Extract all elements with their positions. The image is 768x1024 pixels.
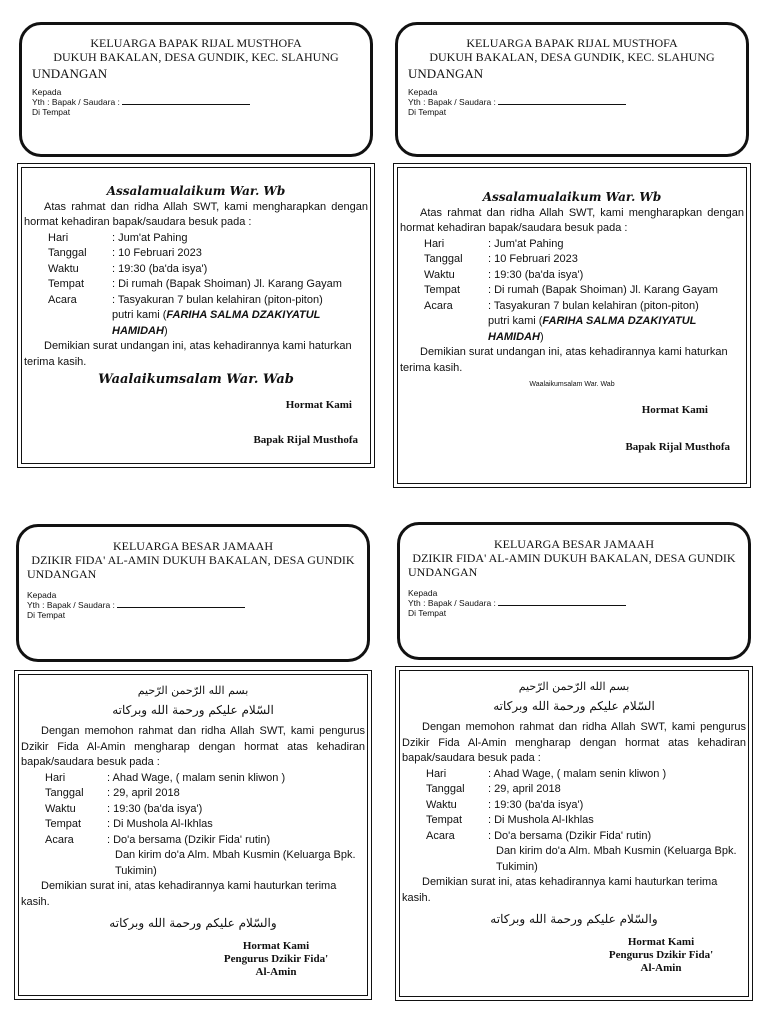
detail-value: : 19:30 (ba'da isya') bbox=[488, 798, 584, 811]
detail-value: : 19:30 (ba'da isya') bbox=[488, 268, 584, 281]
card3-acara-cont: Dan kirim do'a Alm. Mbah Kusmin (Keluarga Bpk. Tukimin) bbox=[115, 849, 356, 877]
detail-value: : Ahad Wage, ( malam senin kliwon ) bbox=[488, 767, 667, 780]
detail-value: : Di rumah (Bapak Shoiman) Jl. Karang Gayam bbox=[488, 284, 718, 296]
card1-ditempat: Di Tempat bbox=[32, 107, 71, 117]
detail-value: : 29, april 2018 bbox=[107, 787, 180, 799]
card2-header bbox=[395, 22, 749, 157]
detail-row bbox=[21, 786, 365, 802]
card2-details bbox=[400, 237, 744, 315]
detail-row bbox=[402, 767, 746, 783]
detail-key: Tanggal bbox=[424, 253, 463, 265]
detail-key: Tanggal bbox=[48, 247, 87, 259]
card2-address: DUKUH BAKALAN, DESA GUNDIK, KEC. SLAHUNG bbox=[429, 50, 715, 64]
card3-kepada: Kepada bbox=[27, 590, 57, 600]
card4-yth: Yth : Bapak / Saudara : bbox=[408, 598, 740, 608]
card2-yth: Yth : Bapak / Saudara : bbox=[408, 97, 736, 107]
detail-key: Waktu bbox=[48, 262, 79, 275]
detail-key: Waktu bbox=[424, 268, 455, 281]
detail-row bbox=[400, 252, 744, 268]
detail-row bbox=[24, 277, 368, 293]
card3-closing: Demikian surat ini, atas kehadirannya kami hauturkan terima kasih. bbox=[21, 880, 337, 908]
detail-key: Acara bbox=[48, 293, 77, 306]
card4-family-name: KELUARGA BESAR JAMAAH bbox=[493, 537, 654, 551]
card2-intro: Atas rahmat dan ridha Allah SWT, kami mengharapkan dengan hormat kehadiran bapak/saudara besuk pada : bbox=[400, 206, 744, 234]
card1-greeting: Assalamualaikum War. Wb bbox=[106, 184, 286, 198]
detail-value: : Do'a bersama (Dzikir Fida' rutin) bbox=[107, 833, 271, 846]
detail-row bbox=[402, 829, 746, 845]
detail-row bbox=[400, 283, 744, 299]
card3-address: DZIKIR FIDA' AL-AMIN DUKUH BAKALAN, DESA GUNDIK bbox=[31, 553, 355, 567]
detail-key: Hari bbox=[48, 231, 69, 244]
card3-salam-end: والسّلام عليكم ورحمة الله وبركاته bbox=[109, 916, 277, 930]
card3-body bbox=[14, 670, 372, 1000]
detail-row bbox=[21, 802, 365, 818]
card3-yth: Yth : Bapak / Saudara : bbox=[27, 600, 359, 610]
card4-signer2: Al-Amin bbox=[640, 961, 682, 974]
detail-key: Acara bbox=[424, 299, 453, 312]
card2-ditempat: Di Tempat bbox=[408, 107, 447, 117]
detail-row bbox=[24, 293, 368, 309]
detail-row bbox=[402, 782, 746, 798]
detail-key: Acara bbox=[45, 833, 74, 846]
detail-key: Tempat bbox=[45, 818, 82, 830]
card3-ditempat: Di Tempat bbox=[27, 610, 66, 620]
detail-key: Waktu bbox=[45, 802, 76, 815]
card1-header bbox=[19, 22, 373, 157]
detail-value: : Tasyakuran 7 bulan kelahiran (piton-piton) bbox=[112, 293, 323, 306]
detail-row bbox=[24, 231, 368, 247]
card3-signer2: Al-Amin bbox=[255, 965, 297, 978]
detail-row bbox=[400, 237, 744, 253]
card1-hormat: Hormat Kami bbox=[285, 398, 352, 411]
detail-value: : Jum'at Pahing bbox=[488, 237, 564, 250]
card1-details bbox=[24, 231, 368, 309]
detail-row bbox=[21, 833, 365, 849]
card4-signature bbox=[606, 936, 716, 975]
card3-intro: Dengan memohon rahmat dan ridha Allah SWT, kami pengurus Dzikir Fida Al-Amin mengharap dengan hormat atas kehadiran bapak/saudara besuk pada : bbox=[21, 725, 365, 768]
card3-signer1: Pengurus Dzikir Fida' bbox=[223, 952, 329, 965]
card1-address: DUKUH BAKALAN, DESA GUNDIK, KEC. SLAHUNG bbox=[53, 50, 339, 64]
card3-basmalah: بسم الله الرّحمن الرّحيم bbox=[137, 684, 249, 697]
card2-body bbox=[393, 163, 751, 488]
card1-body bbox=[17, 163, 375, 468]
detail-value: : 19:30 (ba'da isya') bbox=[107, 802, 203, 815]
detail-value: : 10 Februari 2023 bbox=[488, 253, 578, 265]
card4-address: DZIKIR FIDA' AL-AMIN DUKUH BAKALAN, DESA GUNDIK bbox=[412, 551, 736, 565]
detail-key: Tempat bbox=[48, 278, 85, 290]
detail-row bbox=[21, 817, 365, 833]
detail-key: Tempat bbox=[426, 814, 463, 826]
detail-key: Hari bbox=[424, 237, 445, 250]
card1-salam-end: Waalaikumsalam War. Wab bbox=[98, 372, 294, 387]
card4-header bbox=[397, 522, 751, 660]
card1-closing: Demikian surat undangan ini, atas kehadirannya kami haturkan terima kasih. bbox=[24, 340, 352, 368]
card4-salam-end: والسّلام عليكم ورحمة الله وبركاته bbox=[490, 912, 658, 926]
detail-row bbox=[21, 771, 365, 787]
detail-value: : Jum'at Pahing bbox=[112, 231, 188, 244]
card1-title: UNDANGAN bbox=[32, 66, 108, 81]
detail-value: : Tasyakuran 7 bulan kelahiran (piton-piton) bbox=[488, 299, 699, 312]
detail-key: Tanggal bbox=[45, 787, 84, 799]
detail-key: Hari bbox=[426, 767, 447, 780]
detail-value: : 29, april 2018 bbox=[488, 783, 561, 795]
detail-row bbox=[24, 246, 368, 262]
card2-greeting: Assalamualaikum War. Wb bbox=[482, 190, 662, 204]
detail-value: : Di Mushola Al-Ikhlas bbox=[107, 818, 213, 830]
card3-family-name: KELUARGA BESAR JAMAAH bbox=[112, 539, 273, 553]
detail-value: : 19:30 (ba'da isya') bbox=[112, 262, 208, 275]
card3-hormat: Hormat Kami bbox=[242, 939, 310, 952]
card4-salam: السّلام عليكم ورحمة الله وبركاته bbox=[493, 698, 655, 713]
card2-title: UNDANGAN bbox=[408, 66, 484, 81]
card1-signer: Bapak Rijal Musthofa bbox=[253, 434, 358, 446]
card4-kepada: Kepada bbox=[408, 588, 438, 598]
card4-hormat: Hormat Kami bbox=[627, 935, 695, 948]
card4-acara-cont: Dan kirim do'a Alm. Mbah Kusmin (Keluarga Bpk. Tukimin) bbox=[496, 845, 737, 873]
detail-value: : Do'a bersama (Dzikir Fida' rutin) bbox=[488, 829, 652, 842]
detail-key: Tanggal bbox=[426, 783, 465, 795]
detail-row bbox=[402, 798, 746, 814]
card4-intro: Dengan memohon rahmat dan ridha Allah SWT, kami pengurus Dzikir Fida Al-Amin mengharap dengan hormat atas kehadiran bapak/saudara besuk pada : bbox=[402, 721, 746, 764]
detail-value: : Di Mushola Al-Ikhlas bbox=[488, 814, 594, 826]
card3-header bbox=[16, 524, 370, 662]
detail-row bbox=[400, 268, 744, 284]
detail-value: : 10 Februari 2023 bbox=[112, 247, 202, 259]
card2-salam-end: Waalaikumsalam War. Wab bbox=[529, 381, 615, 388]
detail-row bbox=[402, 813, 746, 829]
card2-family-name: KELUARGA BAPAK RIJAL MUSTHOFA bbox=[466, 36, 678, 50]
card2-acara-cont: putri kami (FARIHA SALMA DZAKIYATUL HAMIDAH) bbox=[488, 315, 697, 343]
card3-salam: السّلام عليكم ورحمة الله وبركاته bbox=[112, 702, 274, 717]
detail-row bbox=[24, 262, 368, 278]
card1-family-name: KELUARGA BAPAK RIJAL MUSTHOFA bbox=[90, 36, 302, 50]
detail-key: Waktu bbox=[426, 798, 457, 811]
card3-details bbox=[21, 771, 365, 849]
card4-details bbox=[402, 767, 746, 845]
detail-key: Acara bbox=[426, 829, 455, 842]
card3-title: UNDANGAN bbox=[27, 567, 97, 581]
card4-body bbox=[395, 666, 753, 1001]
detail-value: : Di rumah (Bapak Shoiman) Jl. Karang Gayam bbox=[112, 278, 342, 290]
card2-hormat: Hormat Kami bbox=[641, 403, 708, 416]
card4-closing: Demikian surat ini, atas kehadirannya kami hauturkan terima kasih. bbox=[402, 876, 718, 904]
detail-row bbox=[400, 299, 744, 315]
card3-signature bbox=[221, 940, 331, 979]
card2-kepada: Kepada bbox=[408, 87, 438, 97]
card1-yth: Yth : Bapak / Saudara : bbox=[32, 97, 360, 107]
detail-value: : Ahad Wage, ( malam senin kliwon ) bbox=[107, 771, 286, 784]
card4-ditempat: Di Tempat bbox=[408, 608, 447, 618]
card2-signer: Bapak Rijal Musthofa bbox=[625, 441, 730, 453]
card4-title: UNDANGAN bbox=[408, 565, 478, 579]
card2-closing: Demikian surat undangan ini, atas kehadirannya kami haturkan terima kasih. bbox=[400, 346, 728, 374]
card4-signer1: Pengurus Dzikir Fida' bbox=[608, 948, 714, 961]
detail-key: Hari bbox=[45, 771, 66, 784]
card1-intro: Atas rahmat dan ridha Allah SWT, kami mengharapkan dengan hormat kehadiran bapak/saudara besuk pada : bbox=[24, 200, 368, 228]
card1-acara-cont: putri kami (FARIHA SALMA DZAKIYATUL HAMIDAH) bbox=[112, 309, 321, 337]
card4-basmalah: بسم الله الرّحمن الرّحيم bbox=[518, 680, 630, 693]
card1-kepada: Kepada bbox=[32, 87, 62, 97]
detail-key: Tempat bbox=[424, 284, 461, 296]
